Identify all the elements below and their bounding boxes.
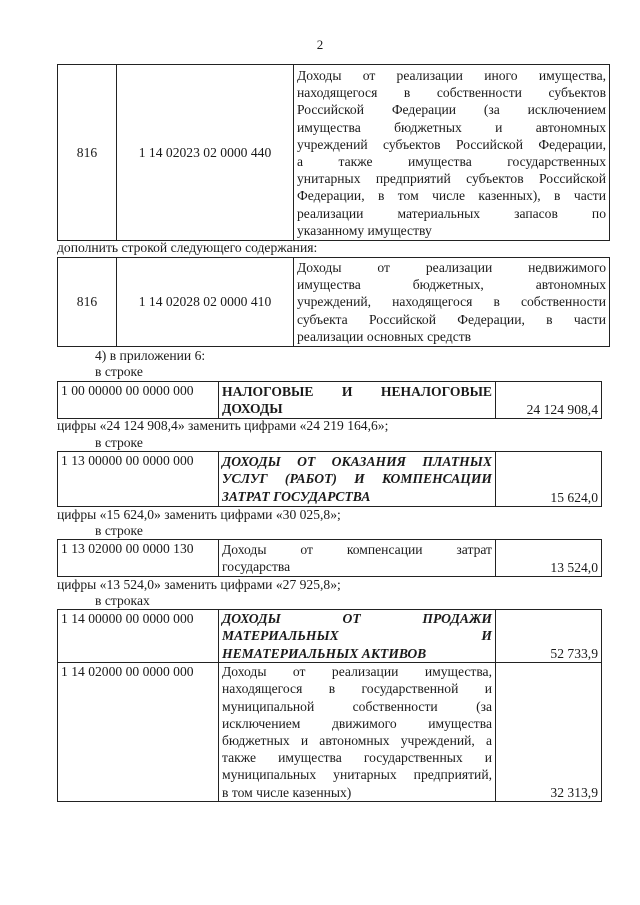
revenue-description	[294, 258, 610, 347]
revenue-description	[294, 65, 610, 241]
replace-instruction: цифры «24 124 908,4» заменить цифрами «24 219 164,6»;	[57, 418, 389, 433]
in-row-label: в строке	[95, 435, 143, 450]
replace-instruction: цифры «13 524,0» заменить цифрами «27 925,8»;	[57, 577, 341, 592]
in-row-label: в строке	[95, 364, 143, 379]
text-line: МАТЕРИАЛЬНЫХ И	[222, 628, 492, 644]
text-line: имущества бюджетных и автономных	[297, 119, 606, 135]
text-line: находящегося в собственности субъектов	[297, 85, 606, 101]
appendix-heading: 4) в приложении 6:	[95, 348, 206, 363]
text-line: УСЛУГ (РАБОТ) И КОМПЕНСАЦИИ	[222, 471, 492, 487]
text-line: исключением движимого имущества	[222, 715, 492, 731]
text-line: Российской Федерации (за исключением	[297, 102, 606, 118]
text-line: находящегося в государственной и	[222, 681, 492, 697]
text-line: унитарных предприятий субъектов Российской	[297, 171, 606, 187]
table-row	[58, 663, 602, 802]
row-name	[219, 452, 496, 507]
text-line: государства	[222, 559, 291, 574]
text-line: ЗАТРАТ ГОСУДАРСТВА	[222, 488, 371, 504]
text-line: ДОХОДЫ	[222, 401, 283, 416]
text-line: учреждений субъектов Российской Федерации,	[297, 136, 606, 152]
text-line: имущества бюджетных, автономных	[297, 277, 606, 293]
table-row	[58, 452, 602, 507]
row-taxes-table	[57, 381, 602, 419]
row-compensation-table	[57, 539, 602, 577]
supplement-instruction: дополнить строкой следующего содержания:	[57, 240, 318, 255]
row-services-table	[57, 451, 602, 507]
text-line: учреждений, находящегося в собственности	[297, 294, 606, 310]
table-row	[58, 382, 602, 419]
row-name	[219, 540, 496, 577]
row-name	[219, 663, 496, 802]
text-line: Доходы от реализации иного имущества,	[297, 67, 606, 83]
admin-code: 816	[58, 65, 117, 241]
text-line: реализации основных средств	[297, 328, 472, 344]
text-line: ДОХОДЫ ОТ ОКАЗАНИЯ ПЛАТНЫХ	[222, 454, 492, 470]
row-sale-table	[57, 609, 602, 802]
text-line: НАЛОГОВЫЕ И НЕНАЛОГОВЫЕ	[222, 383, 492, 399]
text-line: реализации материальных запасов по	[297, 205, 606, 221]
table-row	[58, 258, 610, 347]
revenue-table-1	[57, 64, 610, 241]
row-amount: 15 624,0	[496, 452, 602, 507]
row-amount: 52 733,9	[496, 610, 602, 663]
text-line: в том числе казенных)	[222, 784, 352, 800]
text-line: муниципальных унитарных предприятий,	[222, 767, 492, 783]
text-line: Доходы от реализации недвижимого	[297, 259, 606, 275]
text-line: а также имущества государственных	[297, 154, 606, 169]
text-line: Федерации, в том числе казенных), в части	[297, 188, 606, 204]
page-number: 2	[316, 37, 324, 52]
in-rows-label: в строках	[95, 593, 150, 608]
text-line: ДОХОДЫ ОТ ПРОДАЖИ	[222, 611, 492, 627]
row-code: 1 13 02000 00 0000 130	[58, 540, 219, 577]
text-line: Доходы от компенсации затрат	[222, 541, 492, 557]
kbk-code: 1 14 02028 02 0000 410	[117, 258, 294, 347]
table-row	[58, 65, 610, 241]
row-amount: 13 524,0	[496, 540, 602, 577]
text-line: НЕМАТЕРИАЛЬНЫХ АКТИВОВ	[222, 645, 427, 661]
text-line: также имущества государственных и	[222, 750, 492, 766]
kbk-code: 1 14 02023 02 0000 440	[117, 65, 294, 241]
text-line: муниципальной собственности (за	[222, 698, 492, 714]
row-amount: 24 124 908,4	[496, 382, 602, 419]
replace-instruction: цифры «15 624,0» заменить цифрами «30 025,8»;	[57, 507, 341, 522]
text-line: субъекта Российской Федерации, в части	[297, 311, 606, 327]
text-line: Доходы от реализации имущества,	[222, 664, 492, 680]
table-row	[58, 540, 602, 577]
text-line: указанному имуществу	[297, 222, 432, 238]
text-line: бюджетных и автономных учреждений, а	[222, 733, 492, 748]
row-code: 1 00 00000 00 0000 000	[58, 382, 219, 419]
row-name	[219, 382, 496, 419]
admin-code: 816	[58, 258, 117, 347]
in-row-label: в строке	[95, 523, 143, 538]
table-row	[58, 610, 602, 663]
row-code: 1 13 00000 00 0000 000	[58, 452, 219, 507]
row-code: 1 14 00000 00 0000 000	[58, 610, 219, 663]
row-code: 1 14 02000 00 0000 000	[58, 663, 219, 802]
row-name	[219, 610, 496, 663]
row-amount: 32 313,9	[496, 663, 602, 802]
revenue-table-2	[57, 257, 610, 347]
